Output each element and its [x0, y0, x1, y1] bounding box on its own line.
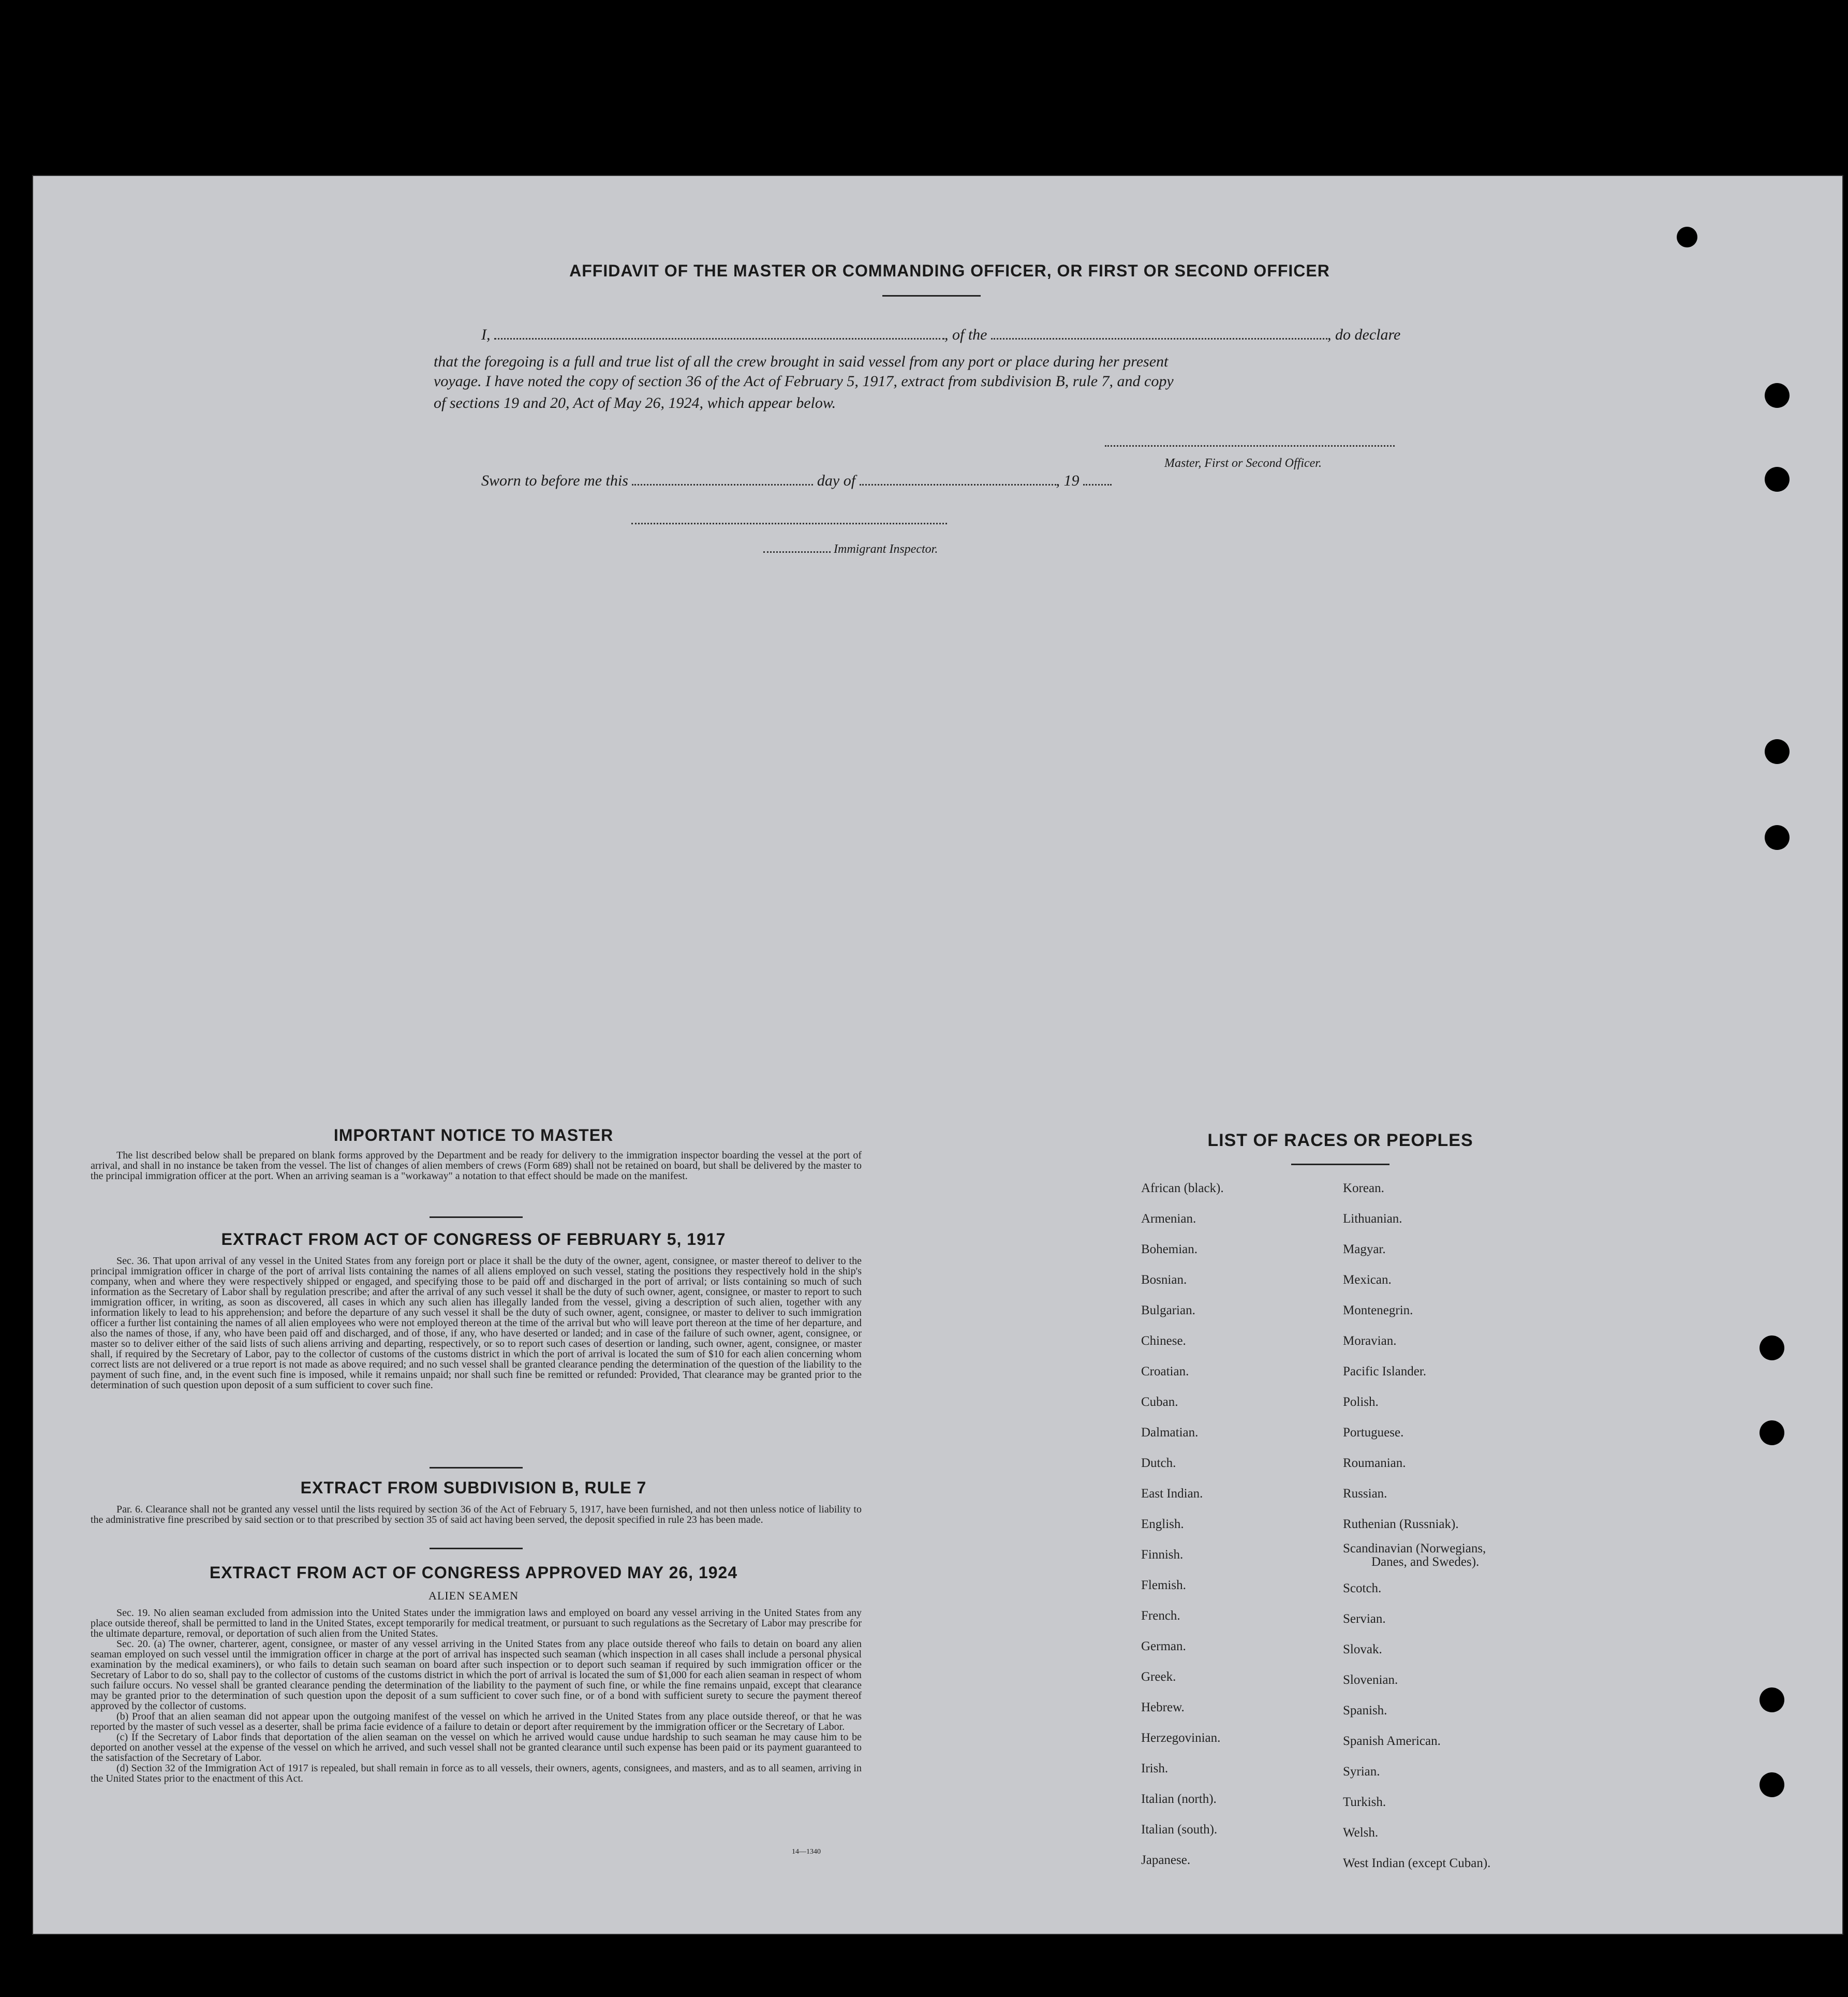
race-item: East Indian. [1141, 1487, 1203, 1501]
sec-20d: (d) Section 32 of the Immigration Act of 1917 is repealed, but shall remain in force as to all vessels, their owners, agents, consignees, and masters, and as to all seamen, arriving in the United States prior to the enactment of this Act. [91, 1763, 862, 1784]
race-item: Dalmatian. [1141, 1426, 1199, 1440]
race-item: Roumanian. [1343, 1456, 1406, 1470]
race-item: Spanish American. [1343, 1734, 1441, 1748]
race-item: German. [1141, 1639, 1186, 1653]
race-item: Moravian. [1343, 1334, 1397, 1348]
binder-hole [1765, 383, 1790, 408]
sworn-year-field[interactable] [1083, 484, 1112, 486]
year-label: , 19 [1056, 472, 1080, 489]
race-item: Scotch. [1343, 1581, 1382, 1595]
race-item: Chinese. [1141, 1334, 1186, 1348]
race-item: Pacific Islander. [1343, 1364, 1427, 1378]
race-item: Bohemian. [1141, 1242, 1198, 1256]
race-item: Irish. [1141, 1761, 1169, 1775]
race-item: Armenian. [1141, 1212, 1196, 1226]
notice-title: IMPORTANT NOTICE TO MASTER [333, 1126, 614, 1144]
race-item: West Indian (except Cuban). [1343, 1856, 1491, 1870]
sworn-day-field[interactable] [632, 484, 813, 486]
binder-hole [1760, 1772, 1784, 1797]
day-of-label: day of [817, 472, 856, 489]
race-item: English. [1141, 1517, 1184, 1531]
race-item: Scandinavian (Norwegians, [1343, 1541, 1486, 1555]
race-item: Slovenian. [1343, 1673, 1398, 1687]
sec-20a: Sec. 20. (a) The owner, charterer, agent, consignee, or master of any vessel arriving in the United States from any place outside thereof who fails to detain on board any alien seaman employed on such vessel until the immigration officer in charge at the port of arrival has inspected such seaman (which inspection in all cases shall include a personal physical examination by the medical examiners), or who fails to detain such seaman on board after such inspection or to deport such seaman if required by such immigration officer or the Secretary of Labor to do so, shall pay to the collector of customs of the customs district in which the port of arrival is located the sum of $1,000 for each alien seaman in respect of whom such failure occurs. No vessel shall be granted clearance pending the determination of the liability to the payment of such fine, or while the fine remains unpaid, except that clearance may be granted prior to the determination of such question upon the deposit of a sum sufficient to cover such fine, or of a bond with sufficient surety to secure the payment thereof approved by the collector of customs. [91, 1638, 862, 1712]
extract-1917-title: EXTRACT FROM ACT OF CONGRESS OF FEBRUARY 5, 1917 [221, 1230, 726, 1249]
race-item: Slovak. [1343, 1642, 1382, 1656]
race-item: Flemish. [1141, 1578, 1186, 1592]
declaration-line-1 [481, 326, 1433, 344]
affidavit-title: AFFIDAVIT OF THE MASTER OR COMMANDING OFFICER, OR FIRST OR SECOND OFFICER [569, 261, 1330, 280]
race-item: Herzegovinian. [1141, 1731, 1221, 1745]
race-item: Servian. [1343, 1612, 1386, 1626]
race-item: Greek. [1141, 1670, 1176, 1684]
sworn-line [481, 472, 1112, 490]
inspector-line [763, 542, 938, 556]
rule7-body: Par. 6. Clearance shall not be granted any vessel until the lists required by section 36 of the Act of February 5, 1917, have been furnished, and not then unless notice of liability to the administrative fine prescribed by said section or to that prescribed by section 35 of said act having been served, the deposit specified in rule 23 has been made. [91, 1504, 862, 1525]
race-item: Montenegrin. [1343, 1303, 1413, 1317]
race-item: Italian (south). [1141, 1823, 1218, 1837]
race-item: Turkish. [1343, 1795, 1386, 1809]
race-item: Japanese. [1141, 1853, 1191, 1867]
binder-hole [1760, 1335, 1784, 1360]
inspector-signature-field[interactable] [631, 523, 947, 524]
i-label: I, [481, 326, 491, 343]
extract-1917-body: Sec. 36. That upon arrival of any vessel in the United States from any foreign port or place it shall be the duty of the owner, agent, consignee, or master thereof to deliver to the principal immigration officer in charge of the port of arrival lists containing the names of all aliens employed on such vessel, stating the positions they respectively hold in the ship's company, when and where they were respectively shipped or engaged, and specifying those to be paid off and discharged in the port of arrival; or lists containing so much of such information as the Secretary of Labor shall by regulation prescribe; and after the arrival of any such vessel it shall be the duty of such owner, agent, consignee, or master to report to such immigration officer, in writing, as soon as discovered, all cases in which any such alien has illegally landed from the vessel, giving a description of such alien, together with any information likely to lead to his apprehension; and before the departure of any such vessel it shall be the duty of such owner, agent, consignee, or master to deliver to such immigration officer a further list containing the names of all alien employees who were not employed thereon at the time of the arrival but who will leave port thereon at the time of her departure, and also the names of those, if any, who have been paid off and discharged, and of those, if any, who have deserted or landed; and in case of the failure of such owner, agent, consignee, or master so to deliver either of the said lists of such aliens arriving and departing, respectively, or so to report such cases of desertion or landing, such owner, agent, consignee, or master shall, if required by the Secretary of Labor, pay to the collector of customs of the customs district in which the port of arrival is located the sum of $10 for each alien concerning whom correct lists are not delivered or a true report is not made as above required; and no such vessel shall be granted clearance pending the determination of the question of the liability to the payment of such fine, and, in the event such fine is imposed, while it remains unpaid; nor shall such fine be remitted or refunded: Provided, That clearance may be granted prior to the determination of such question upon deposit of a sum sufficient to cover such fine. [91, 1255, 862, 1391]
title-rule [882, 295, 981, 297]
race-item: Welsh. [1343, 1826, 1379, 1840]
race-item: Magyar. [1343, 1242, 1386, 1256]
binder-hole [1765, 739, 1790, 764]
master-signature-label: Master, First or Second Officer. [1164, 457, 1322, 470]
name-field[interactable] [494, 338, 944, 340]
race-item: Finnish. [1141, 1548, 1184, 1562]
race-item: Portuguese. [1343, 1426, 1404, 1440]
races-title-rule [1291, 1164, 1389, 1165]
race-item: Cuban. [1141, 1395, 1178, 1409]
declaration-line-4: of sections 19 and 20, Act of May 26, 1924, which appear below. [434, 394, 836, 412]
binder-hole [1765, 467, 1790, 492]
race-item: Lithuanian. [1343, 1212, 1402, 1226]
binder-hole [1760, 1687, 1784, 1712]
notice-body: The list described below shall be prepared on blank forms approved by the Department and be ready for delivery to the immigration inspector boarding the vessel at the port of arrival, and shall in no instance be taken from the vessel. The list of changes of alien members of crews (Form 689) shall not be retained on board, but shall be delivered by the master to the principal immigration officer at the port. When an arriving seaman is a "workaway" a notation to that effect should be made on the manifest. [91, 1150, 862, 1182]
race-item: Italian (north). [1141, 1792, 1217, 1806]
alien-seamen-subtitle: ALIEN SEAMEN [428, 1589, 519, 1602]
declaration-line-3: voyage. I have noted the copy of section 36 of the Act of February 5, 1917, extract from subdivision B, rule 7, and copy [434, 373, 1174, 390]
section-rule [430, 1548, 523, 1549]
race-item: Bulgarian. [1141, 1303, 1195, 1317]
extract-1924-body [91, 1608, 862, 1784]
sec-20c: (c) If the Secretary of Labor finds that deportation of the alien seaman on the vessel on which he arrived would cause undue hardship to such seaman he may cause him to be deported on another vessel at the expense of the vessel on which he arrived, and such vessel shall not be granted clearance until such expense has been paid or its payment guaranteed to the satisfaction of the Secretary of Labor. [91, 1731, 862, 1764]
rule7-title: EXTRACT FROM SUBDIVISION B, RULE 7 [300, 1478, 647, 1497]
race-item: Ruthenian (Russniak). [1343, 1517, 1459, 1531]
of-the-label: , of the [944, 326, 987, 343]
race-item: Russian. [1343, 1487, 1387, 1501]
form-number: 14—1340 [792, 1848, 821, 1856]
sec-19: Sec. 19. No alien seaman excluded from admission into the United States under the immigration laws and employed on board any vessel arriving in the United States from any place outside thereof, shall be permitted to land in the United States, except temporarily for medical treatment, or pursuant to such regulations as the Secretary of Labor may prescribe for the ultimate departure, removal, or deportation of such alien from the United States. [91, 1607, 862, 1639]
do-declare-label: , do declare [1327, 326, 1401, 343]
binder-hole [1760, 1420, 1784, 1445]
sec-20b: (b) Proof that an alien seaman did not appear upon the outgoing manifest of the vessel on which he arrived in the United States from any place outside thereof, or that he was reported by the master of such vessel as a deserter, shall be prima facie evidence of a failure to detain or deport after requirement by the immigration officer or the Secretary of Labor. [91, 1711, 862, 1732]
races-title: LIST OF RACES OR PEOPLES [1207, 1130, 1473, 1150]
race-item: Croatian. [1141, 1364, 1189, 1378]
race-item: French. [1141, 1609, 1180, 1623]
race-item: Hebrew. [1141, 1700, 1185, 1714]
race-item: Polish. [1343, 1395, 1379, 1409]
master-signature-field[interactable] [1105, 445, 1395, 447]
binder-hole [1765, 825, 1790, 850]
race-item: Dutch. [1141, 1456, 1176, 1470]
race-item: Spanish. [1343, 1704, 1387, 1717]
inspector-label: Immigrant Inspector. [834, 542, 938, 556]
race-item: African (black). [1141, 1181, 1224, 1195]
sworn-month-field[interactable] [860, 484, 1056, 486]
extract-1924-title: EXTRACT FROM ACT OF CONGRESS APPROVED MAY 26, 1924 [209, 1563, 738, 1582]
vessel-field[interactable] [991, 338, 1327, 340]
section-rule [430, 1467, 523, 1469]
declaration-line-2: that the foregoing is a full and true list of all the crew brought in said vessel from any port or place during her present [434, 353, 1169, 370]
race-item: Syrian. [1343, 1765, 1380, 1779]
race-item: Mexican. [1343, 1273, 1392, 1287]
sworn-label: Sworn to before me this [481, 472, 628, 489]
binder-hole [1677, 227, 1697, 247]
race-item: Bosnian. [1141, 1273, 1187, 1287]
race-item-continuation: Danes, and Swedes). [1371, 1555, 1480, 1569]
race-item: Korean. [1343, 1181, 1384, 1195]
inspector-lead-dots [763, 551, 831, 553]
section-rule [430, 1216, 523, 1218]
